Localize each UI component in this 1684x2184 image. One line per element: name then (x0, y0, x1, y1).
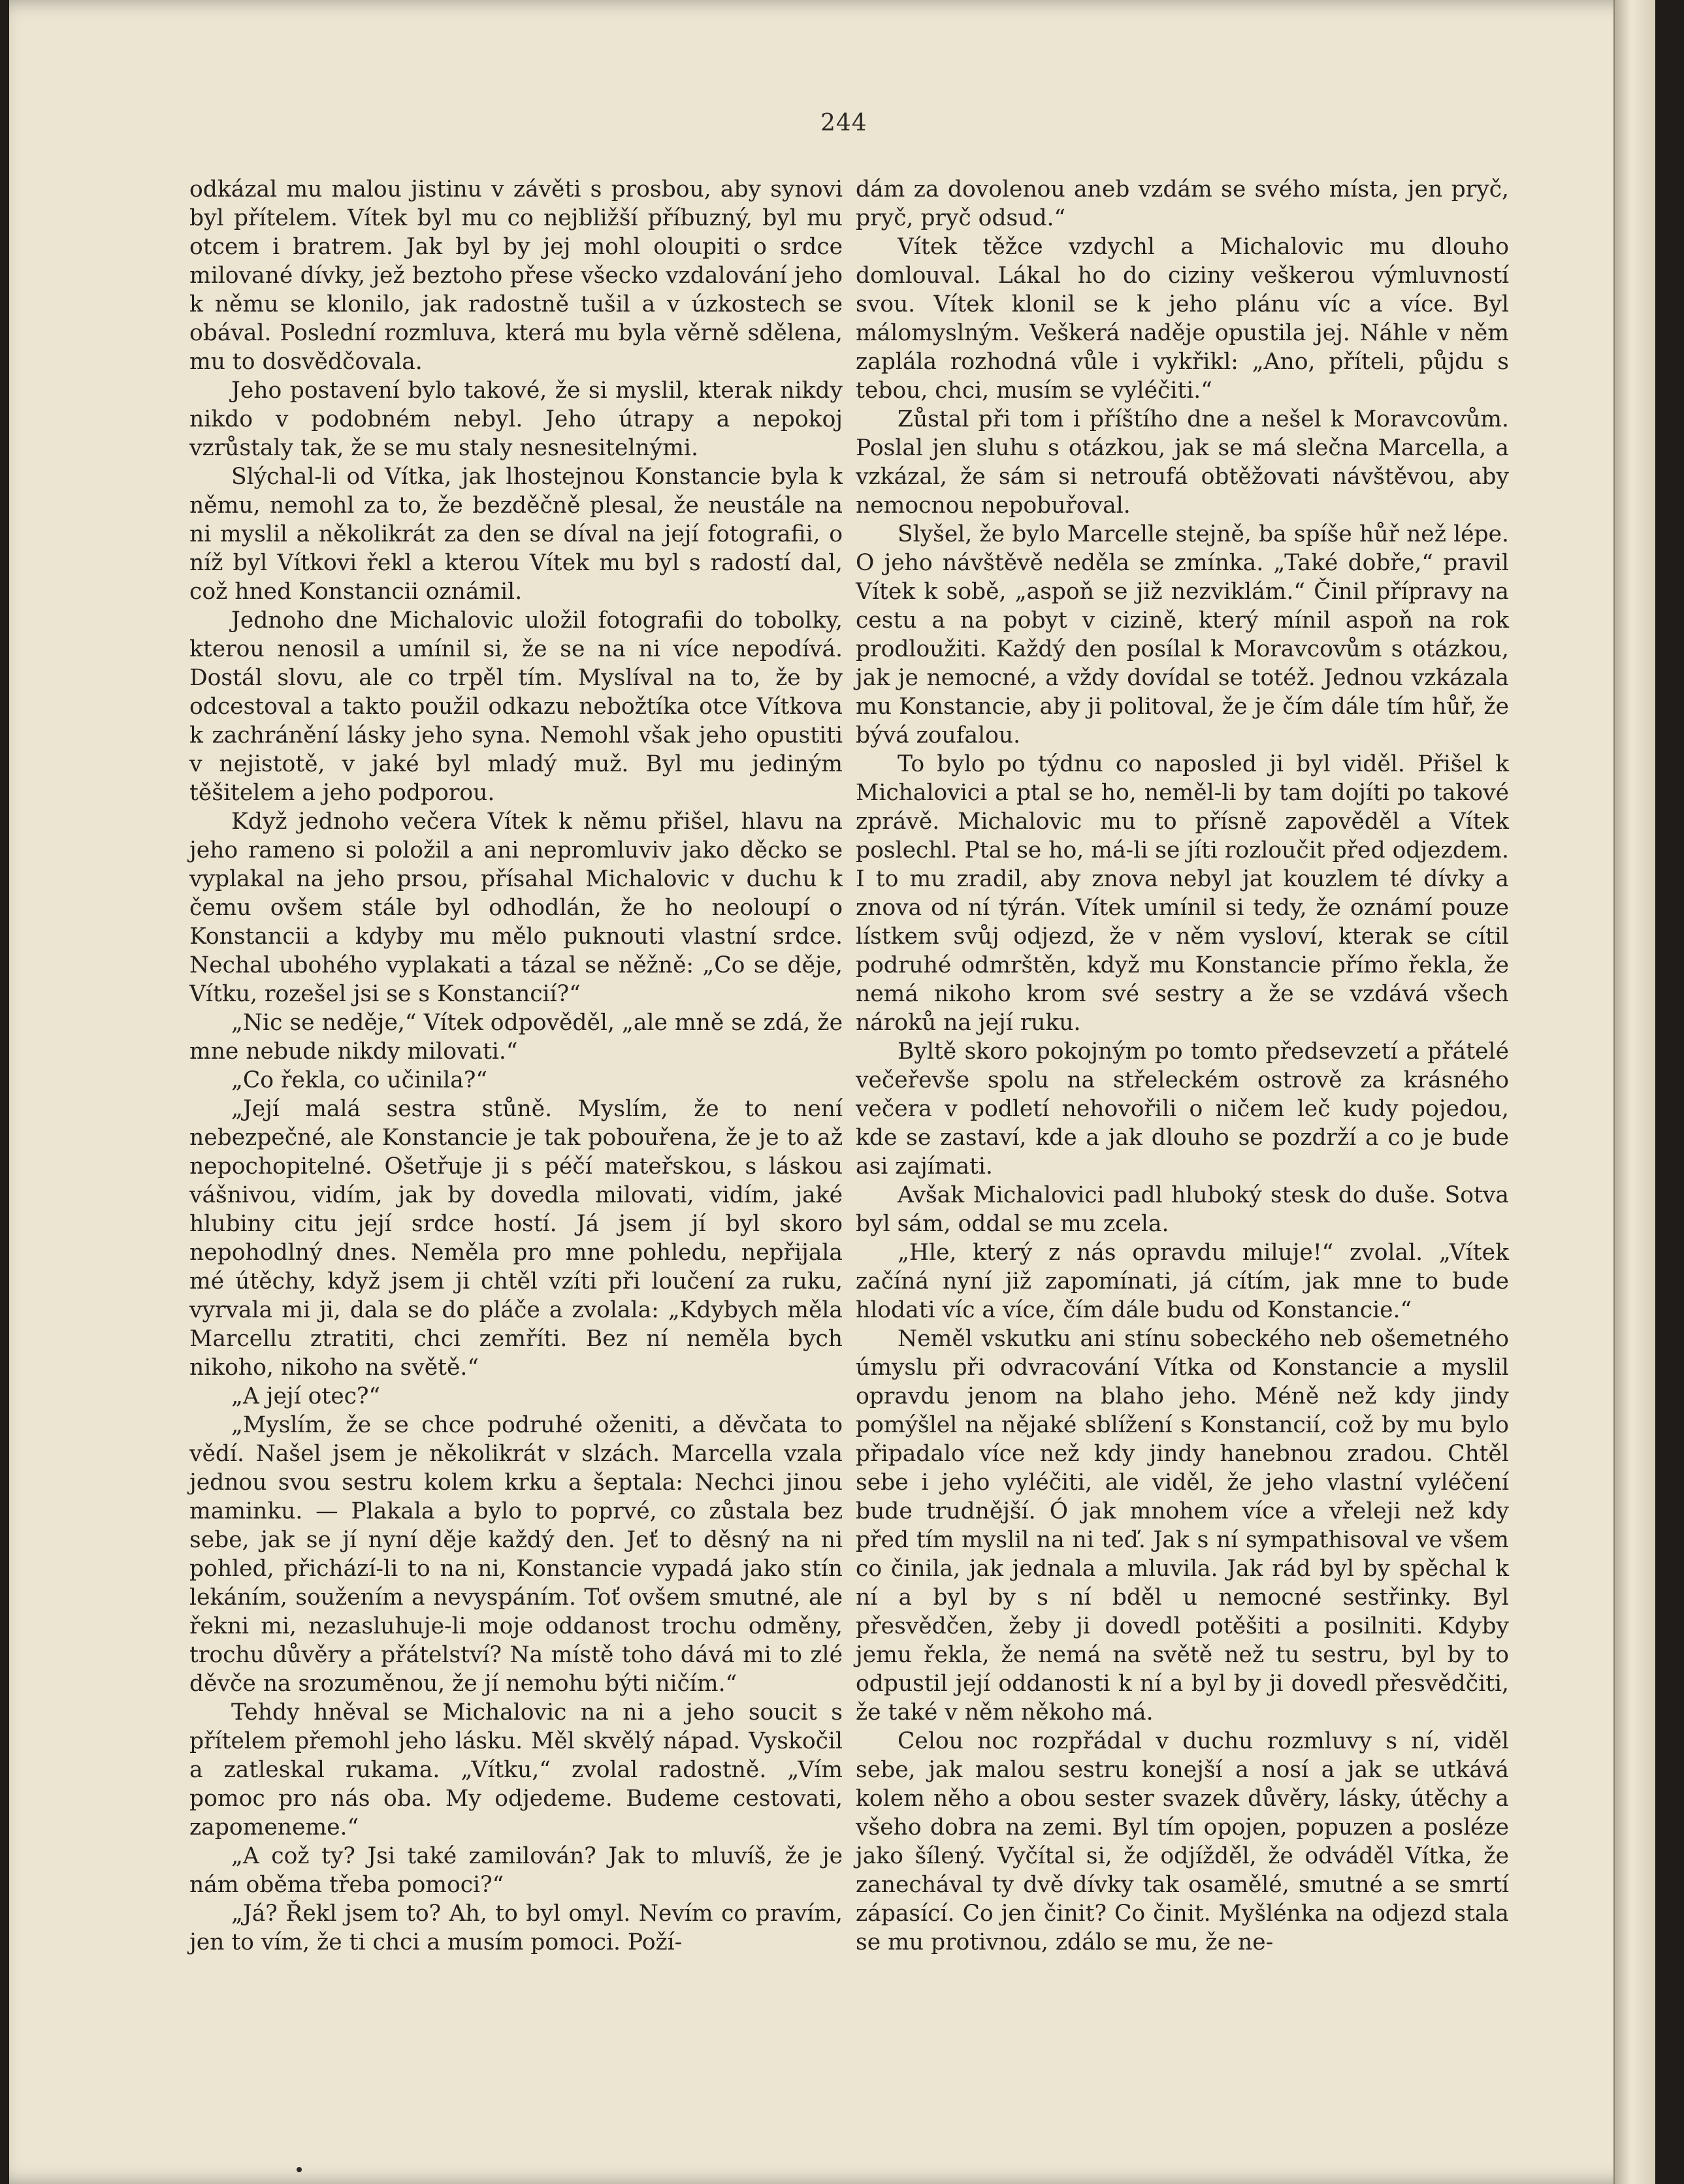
paragraph: Zůstal při tom i příštího dne a nešel k Moravcovům. Poslal jen sluhu s otázkou, jak se má slečna Marcella, a vzkázal, že sám si netroufá obtěžovati návštěvou, aby nemocnou nepobuřoval. (856, 406, 1509, 519)
left-text-column (189, 175, 843, 1957)
paragraph: Byltě skoro pokojným po tomto předsevzetí a přátelé večeřevše spolu na střeleckém ostrově za krásného večera v podletí nehovořili o ničem leč kudy pojedou, kde se zastaví, kde a jak dlouho se pozdrží a co je bude asi zajímati. (856, 1038, 1509, 1180)
paragraph: „Hle, který z nás opravdu miluje!“ zvolal. „Vítek začíná nyní již zapomínati, já cítím, jak mne to bude hlodati víc a více, čím dále budu od Konstancie.“ (856, 1240, 1509, 1323)
right-text-column (856, 175, 1509, 1957)
paragraph: Jednoho dne Michalovic uložil fotografii do tobolky, kterou nenosil a umínil si, že se na ni více nepodívá. Dostál slovu, ale co trpěl tím. Myslíval na to, že by odcestoval a takto použil odkazu nebožtíka otce Vítkova k zachránění lásky jeho syna. Nemohl však jeho opustiti v nejistotě, v jaké byl mladý muž. Byl mu jediným těšitelem a jeho podporou. (189, 607, 843, 806)
paragraph: Slýchal-li od Vítka, jak lhostejnou Konstancie byla k němu, nemohl za to, že bezděčně plesal, že neustále na ni myslil a několikrát za den se díval na její fotografii, o níž byl Vítkovi řekl a kterou Vítek mu byl s radostí dal, což hned Konstancii oznámil. (189, 464, 843, 605)
paragraph: dám za dovolenou aneb vzdám se svého místa, jen pryč, pryč, pryč odsud.“ (856, 176, 1509, 231)
paragraph: „Co řekla, co učinila?“ (231, 1067, 487, 1093)
ink-speck (297, 2167, 302, 2172)
paragraph: „A její otec?“ (231, 1383, 381, 1409)
paragraph: „A což ty? Jsi také zamilován? Jak to mluvíš, že je nám oběma třeba pomoci?“ (189, 1843, 843, 1898)
paragraph: Když jednoho večera Vítek k němu přišel, hlavu na jeho rameno si položil a ani nepromluviv jako děcko se vyplakal na jeho prsou, přísahal Michalovic v duchu k čemu ovšem stále byl odhodlán, že ho neoloupí o Konstancii a kdyby mu mělo puknouti vlastní srdce. Nechal ubohého vyplakati a tázal se něžně: „Co se děje, Vítku, rozešel jsi se s Konstancií?“ (189, 809, 843, 1007)
page-gutter (1613, 0, 1655, 2184)
paragraph: Avšak Michalovici padl hluboký stesk do duše. Sotva byl sám, oddal se mu zcela. (856, 1182, 1509, 1237)
paragraph: Celou noc rozpřádal v duchu rozmluvy s ní, viděl sebe, jak malou sestru konejší a nosí a jak se utkává kolem něho a obou sester svazek důvěry, lásky, útěchy a všeho dobra na zemi. Byl tím opojen, popuzen a posléze jako šílený. Vyčítal si, že odjíždě́l, že odváděl Vítka, že zanechával ty dvě dívky tak osamělé, smutné a se smrtí zápasící. Co jen činit? Co činit. Myšlénka na odjezd stala se mu protivnou, zdálo se mu, že ne- (856, 1728, 1509, 1955)
paragraph: Jeho postavení bylo takové, že si myslil, kterak nikdy nikdo v podobném nebyl. Jeho útrapy a nepokoj vzrůstaly tak, že se mu staly nesnesitelnými. (189, 377, 843, 461)
paragraph: To bylo po týdnu co naposled ji byl viděl. Přišel k Michalovici a ptal se ho, neměl-li by tam dojíti po takové zprávě. Michalovic mu to přísně zapověděl a Vítek poslechl. Ptal se ho, má-li se jíti rozloučit před odjezdem. I to mu zradil, aby znova nebyl jat kouzlem té dívky a znova od ní týrán. Vítek umínil si tedy, že oznámí pouze lístkem svůj odjezd, že v něm vysloví, kterak se cítil podruhé odmrštěn, když mu Konstancie přímo řekla, že nemá nikoho krom své sestry a že se vzdává všech nároků na její ruku. (856, 751, 1509, 1036)
paragraph: Slyšel, že bylo Marcelle stejně, ba spíše hůř než lépe. O jeho návštěvě neděla se zmínka. „Také dobře,“ pravil Vítek k sobě, „aspoň se již nezviklám.“ Činil přípravy na cestu a na pobyt v cizině, který mínil aspoň na rok prodloužiti. Každý den posílal k Moravcovům s otázkou, jak je nemocné, a vždy dovídal se totéž. Jednou vzkázala mu Konstancie, aby ji politoval, že je čím dále tím hůř, že bývá zoufalou. (856, 521, 1509, 748)
paragraph: Vítek těžce vzdychl a Michalovic mu dlouho domlouval. Lákal ho do ciziny veškerou výmluvností svou. Vítek klonil se k jeho plánu víc a více. Byl málomyslným. Veškerá naděje opustila jej. Náhle v něm zaplála rozhodná vůle i vykřikl: „Ano, příteli, půjdu s tebou, chci, musím se vyléčiti.“ (856, 234, 1509, 404)
paragraph: „Její malá sestra stůně. Myslím, že to není nebezpečné, ale Konstancie je tak pobouřena, že je to až nepochopitelné. Ošetřuje ji s péčí mateřskou, s láskou vášnivou, vidím, jak by dovedla milovati, vidím, jaké hlubiny citu její srdce hostí. Já jsem jí byl skoro nepohodlný dnes. Neměla pro mne pohledu, nepřijala mé útěchy, když jsem ji chtěl vzíti při loučení za ruku, vyrvala mi ji, dala se do pláče a zvolala: „Kdybych měla Marcellu ztratiti, chci zemříti. Bez ní neměla bych nikoho, nikoho na světě.“ (189, 1096, 843, 1381)
paragraph: odkázal mu malou jistinu v závěti s prosbou, aby synovi byl přítelem. Vítek byl mu co nejbližší příbuzný, byl mu otcem i bratrem. Jak byl by jej mohl oloupiti o srdce milované dívky, jež beztoho přese všecko vzdalování jeho k němu se klonilo, jak radostně tušil a v úzkostech se obával. Poslední rozmluva, která mu byla věrně sdělena, mu to dosvědčovala. (189, 176, 843, 375)
paragraph: Neměl vskutku ani stínu sobeckého neb ošemetného úmyslu při odvracování Vítka od Konstancie a myslil opravdu jenom na blaho jeho. Méně než kdy jindy pomýšlel na nějaké sblížení s Konstancií, což by mu bylo připadalo více než kdy jindy hanebnou zradou. Chtěl sebe i jeho vyléčiti, ale viděl, že jeho vlastní vyléčení bude trudnější. Ó jak mnohem více a vřeleji než kdy před tím myslil na ni teď. Jak s ní sympathisoval ve všem co činila, jak jednala a mluvila. Jak rád byl by spěchal k ní a byl by s ní bděl u nemocné sestřinky. Byl přesvědčen, žeby ji dovedl potěšiti a posilniti. Kdyby jemu řekla, že nemá na světě než tu sestru, byl by to odpustil její oddanosti k ní a byl by ji dovedl přesvědčiti, že také v něm někoho má. (856, 1326, 1509, 1726)
paragraph: „Nic se neděje,“ Vítek odpověděl, „ale mně se zdá, že mne nebude nikdy milovati.“ (189, 1010, 843, 1065)
page-number: 244 (820, 110, 867, 136)
paragraph: „Myslím, že se chce podruhé oženiti, a děvčata to vědí. Našel jsem je několikrát v slzách. Marcella vzala jednou svou sestru kolem krku a šeptala: Nechci jinou maminku. — Plakala a bylo to poprvé, co zůstala bez sebe, jak se jí nyní děje každý den. Jeť to děsný na ni pohled, přichází-li to na ni, Konstancie vypadá jako stín lekáním, soužením a nevyspáním. Toť ovšem smutné, ale řekni mi, nezasluhuje-li moje oddanost trochu odměny, trochu důvěry a přátelství? Na místě toho dává mi to zlé děvče na srozuměnou, že jí nemohu býti ničím.“ (189, 1412, 843, 1697)
paragraph: „Já? Řekl jsem to? Ah, to byl omyl. Nevím co pravím, jen to vím, že ti chci a musím pomoci. Poží- (189, 1901, 843, 1955)
paragraph: Tehdy hněval se Michalovic na ni a jeho soucit s přítelem přemohl jeho lásku. Měl skvělý nápad. Vyskočil a zatleskal rukama. „Vítku,“ zvolal radostně. „Vím pomoc pro nás oba. My odjedeme. Budeme cestovati, zapomeneme.“ (189, 1699, 843, 1840)
